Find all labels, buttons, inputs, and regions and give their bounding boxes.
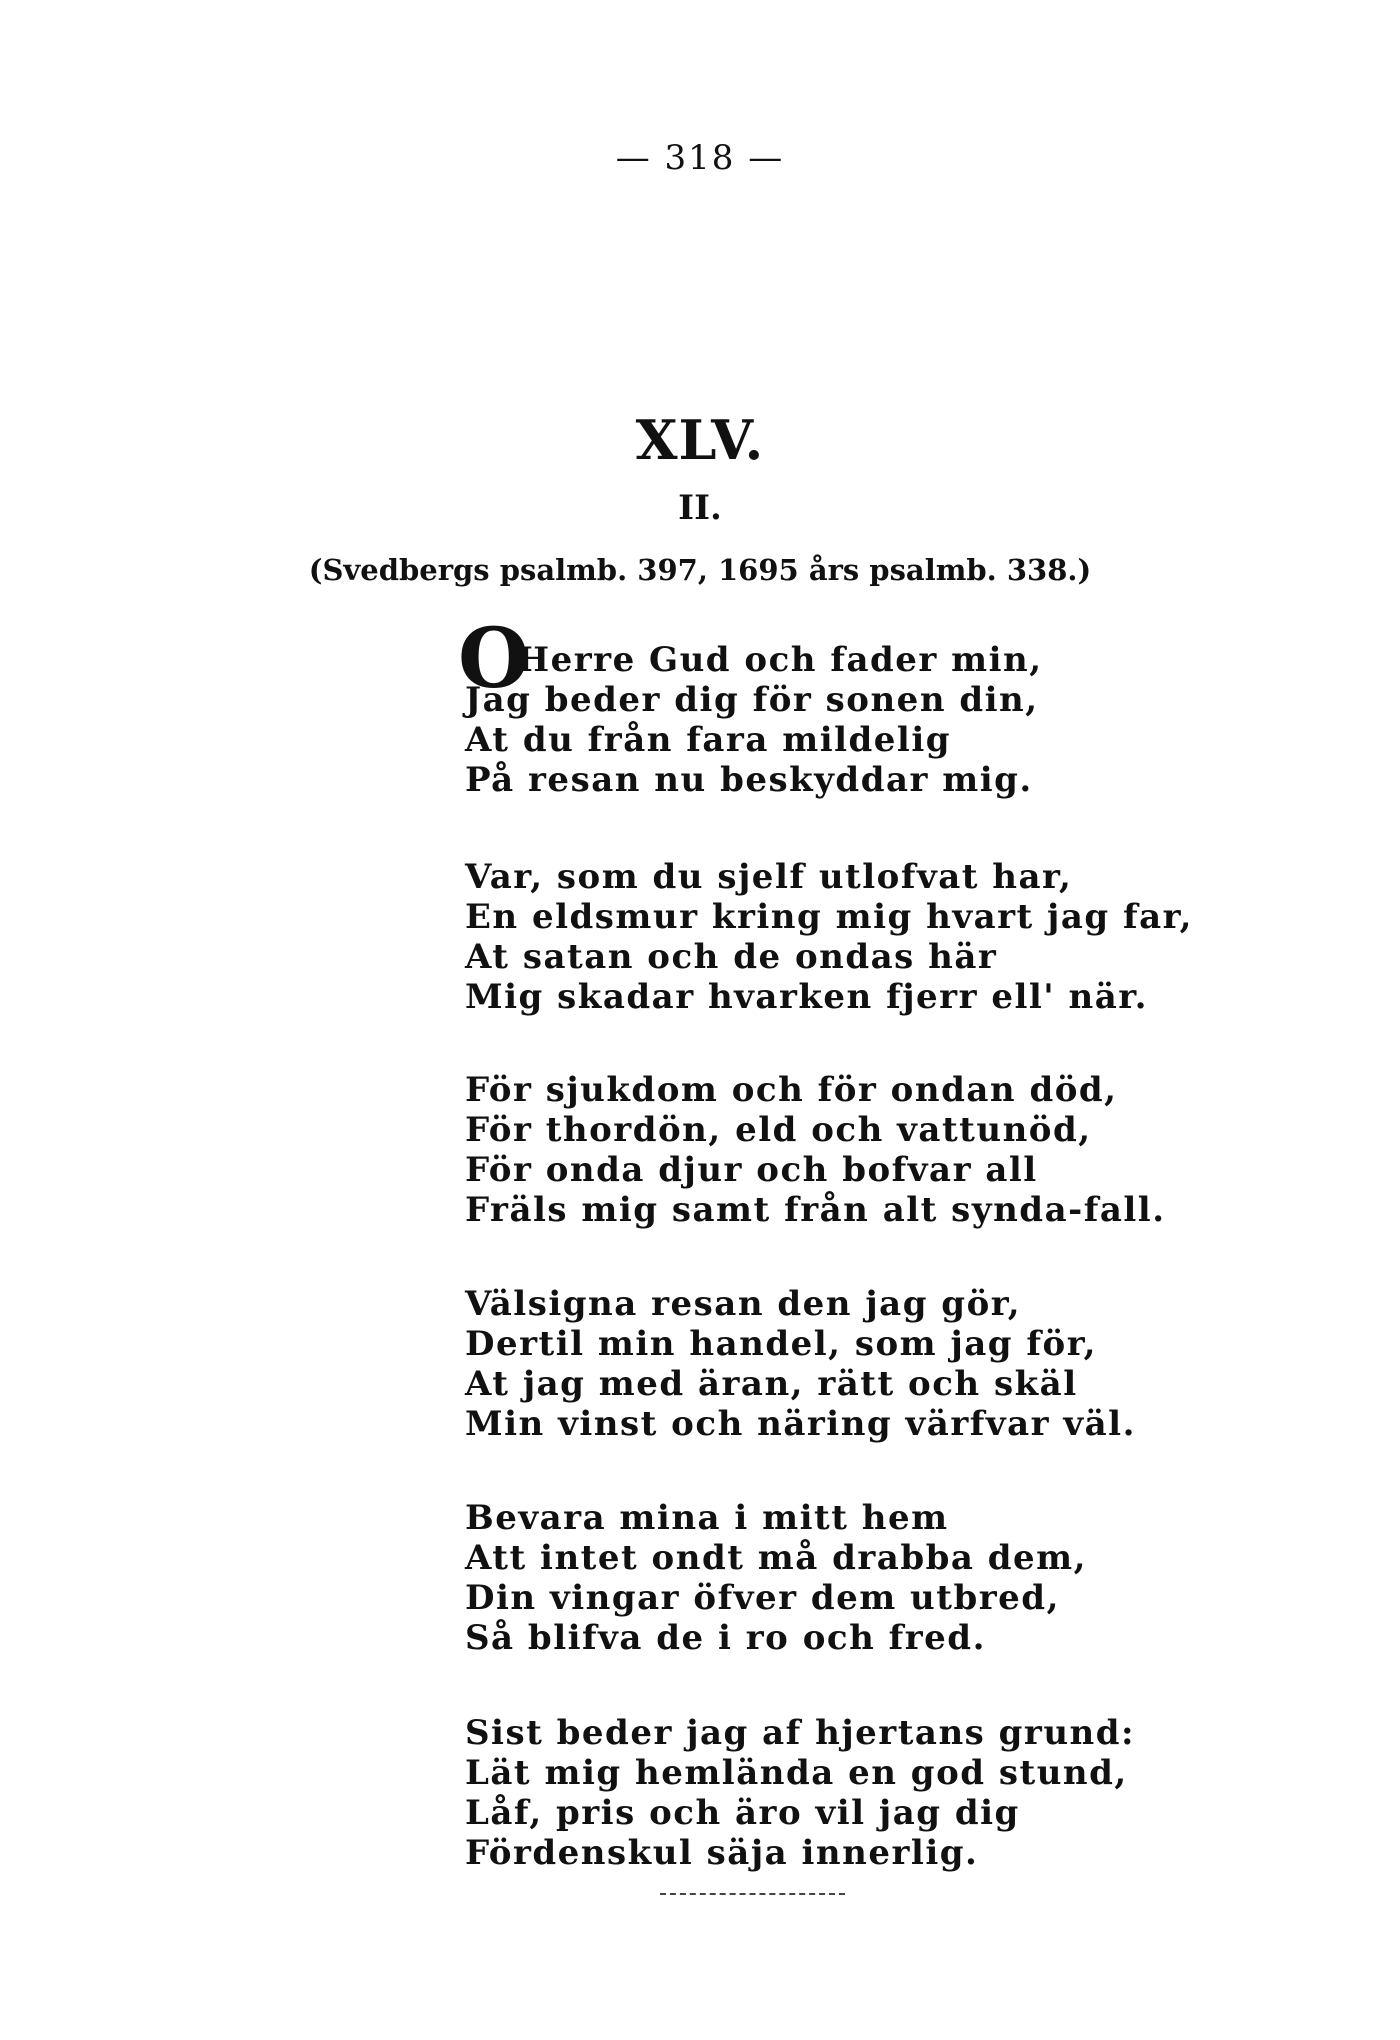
verse-line: Bevara mina i mitt hem <box>465 1498 949 1538</box>
stanza <box>465 857 1193 1017</box>
verse-line: Var, som du sjelf utlofvat har, <box>465 857 1073 897</box>
verse-line: Jag beder dig för sonen din, <box>465 680 1039 720</box>
stanza <box>465 1498 1185 1658</box>
verse-line: At satan och de ondas här <box>465 937 998 977</box>
verse-line: Mig skadar hvarken fjerr ell' när. <box>465 977 1148 1017</box>
verse-line: På resan nu beskyddar mig. <box>465 760 1033 800</box>
stanza <box>465 1284 1185 1444</box>
verse-line: Herre Gud och fader min, <box>517 640 1043 680</box>
verse-line: Lät mig hemlända en god stund, <box>465 1753 1128 1793</box>
verse-line: Fräls mig samt från alt synda-fall. <box>465 1190 1166 1230</box>
verse-line: Så blifva de i ro och fred. <box>465 1618 986 1658</box>
verse-line: Sist beder jag af hjertans grund: <box>465 1713 1136 1753</box>
verse-line: För onda djur och bofvar all <box>465 1150 1038 1190</box>
hymn-part: II. <box>678 488 722 528</box>
verse-line: At jag med äran, rätt och skäl <box>465 1364 1078 1404</box>
verse-line: En eldsmur kring mig hvart jag far, <box>465 897 1193 937</box>
page-number: — 318 — <box>615 138 785 178</box>
verse-line: Dertil min handel, som jag för, <box>465 1324 1097 1364</box>
stanza <box>465 1070 1185 1230</box>
dropcap: O <box>458 611 530 707</box>
verse-line: Min vinst och näring värfvar väl. <box>465 1404 1136 1444</box>
verse-line: För sjukdom och för ondan död, <box>465 1070 1118 1110</box>
verse-line: Välsigna resan den jag gör, <box>465 1284 1022 1324</box>
verse-line: För thordön, eld och vattunöd, <box>465 1110 1092 1150</box>
verse-line: Att intet ondt må drabba dem, <box>465 1538 1087 1578</box>
verse-line: At du från fara mildelig <box>465 720 952 760</box>
verse-line: Fördenskul säja innerlig. <box>465 1833 979 1873</box>
end-rule <box>660 1893 845 1895</box>
stanza <box>465 1713 1185 1873</box>
hymn-number: XLV. <box>635 408 765 472</box>
verse-line: Din vingar öfver dem utbred, <box>465 1578 1060 1618</box>
stanza <box>465 640 1185 800</box>
source-note: (Svedbergs psalmb. 397, 1695 års psalmb. 338.) <box>308 553 1092 587</box>
verse-line: Låf, pris och äro vil jag dig <box>465 1793 1020 1833</box>
